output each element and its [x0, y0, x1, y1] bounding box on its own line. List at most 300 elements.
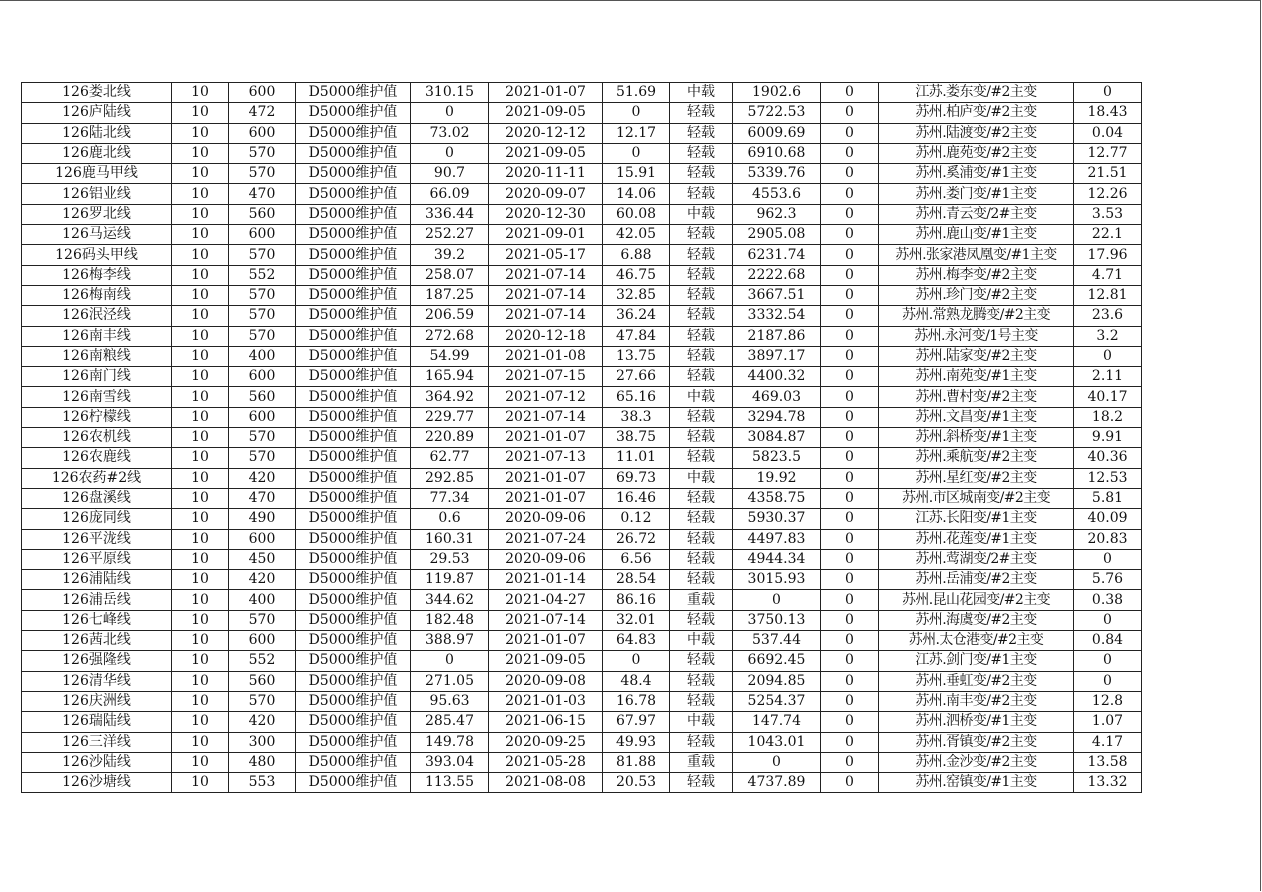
line-name-cell[interactable]: 126南雪线	[22, 387, 172, 407]
current-value-cell[interactable]: 336.44	[411, 204, 489, 224]
rated-current-cell[interactable]: 490	[229, 509, 296, 529]
line-name-cell[interactable]: 126茜北线	[22, 631, 172, 651]
load-rate-cell[interactable]: 38.3	[603, 407, 670, 427]
voltage-cell[interactable]: 10	[172, 184, 229, 204]
load-rate-cell[interactable]: 11.01	[603, 448, 670, 468]
transformer-cell[interactable]: 苏州.南苑变/#1主变	[879, 367, 1074, 387]
voltage-cell[interactable]: 10	[172, 488, 229, 508]
date-cell[interactable]: 2021-05-17	[489, 245, 603, 265]
source-cell[interactable]: D5000维护值	[296, 549, 411, 569]
date-cell[interactable]: 2021-07-24	[489, 529, 603, 549]
margin-cell[interactable]: 3750.13	[733, 610, 821, 630]
line-name-cell[interactable]: 126马运线	[22, 225, 172, 245]
load-status-cell[interactable]: 中载	[670, 631, 733, 651]
transformer-cell[interactable]: 苏州.昆山花园变/#2主变	[879, 590, 1074, 610]
line-name-cell[interactable]: 126农机线	[22, 428, 172, 448]
zero-cell[interactable]: 0	[821, 428, 879, 448]
current-value-cell[interactable]: 258.07	[411, 265, 489, 285]
margin-cell[interactable]: 962.3	[733, 204, 821, 224]
transformer-cell[interactable]: 苏州.星红变/#2主变	[879, 468, 1074, 488]
transformer-cell[interactable]: 江苏.长阳变/#1主变	[879, 509, 1074, 529]
voltage-cell[interactable]: 10	[172, 773, 229, 793]
load-status-cell[interactable]: 轻载	[670, 671, 733, 691]
ratio-cell[interactable]: 5.81	[1074, 488, 1142, 508]
voltage-cell[interactable]: 10	[172, 204, 229, 224]
date-cell[interactable]: 2020-11-11	[489, 164, 603, 184]
current-value-cell[interactable]: 62.77	[411, 448, 489, 468]
line-name-cell[interactable]: 126罗北线	[22, 204, 172, 224]
transformer-cell[interactable]: 苏州.梅李变/#2主变	[879, 265, 1074, 285]
ratio-cell[interactable]: 40.36	[1074, 448, 1142, 468]
rated-current-cell[interactable]: 420	[229, 468, 296, 488]
transformer-cell[interactable]: 苏州.海虞变/#2主变	[879, 610, 1074, 630]
ratio-cell[interactable]: 20.83	[1074, 529, 1142, 549]
ratio-cell[interactable]: 40.17	[1074, 387, 1142, 407]
voltage-cell[interactable]: 10	[172, 103, 229, 123]
zero-cell[interactable]: 0	[821, 631, 879, 651]
ratio-cell[interactable]: 3.53	[1074, 204, 1142, 224]
load-status-cell[interactable]: 轻载	[670, 306, 733, 326]
load-status-cell[interactable]: 轻载	[670, 245, 733, 265]
date-cell[interactable]: 2021-07-14	[489, 610, 603, 630]
margin-cell[interactable]: 5722.53	[733, 103, 821, 123]
margin-cell[interactable]: 6692.45	[733, 651, 821, 671]
source-cell[interactable]: D5000维护值	[296, 509, 411, 529]
voltage-cell[interactable]: 10	[172, 346, 229, 366]
zero-cell[interactable]: 0	[821, 346, 879, 366]
line-name-cell[interactable]: 126柠檬线	[22, 407, 172, 427]
date-cell[interactable]: 2021-01-03	[489, 691, 603, 711]
current-value-cell[interactable]: 272.68	[411, 326, 489, 346]
margin-cell[interactable]: 4358.75	[733, 488, 821, 508]
current-value-cell[interactable]: 0	[411, 651, 489, 671]
rated-current-cell[interactable]: 570	[229, 285, 296, 305]
ratio-cell[interactable]: 13.32	[1074, 773, 1142, 793]
load-rate-cell[interactable]: 51.69	[603, 83, 670, 103]
rated-current-cell[interactable]: 470	[229, 184, 296, 204]
load-rate-cell[interactable]: 26.72	[603, 529, 670, 549]
ratio-cell[interactable]: 0	[1074, 549, 1142, 569]
load-status-cell[interactable]: 轻载	[670, 691, 733, 711]
load-status-cell[interactable]: 轻载	[670, 346, 733, 366]
source-cell[interactable]: D5000维护值	[296, 387, 411, 407]
line-name-cell[interactable]: 126泯泾线	[22, 306, 172, 326]
zero-cell[interactable]: 0	[821, 691, 879, 711]
current-value-cell[interactable]: 95.63	[411, 691, 489, 711]
rated-current-cell[interactable]: 560	[229, 387, 296, 407]
rated-current-cell[interactable]: 472	[229, 103, 296, 123]
load-status-cell[interactable]: 轻载	[670, 651, 733, 671]
margin-cell[interactable]: 3294.78	[733, 407, 821, 427]
load-status-cell[interactable]: 轻载	[670, 488, 733, 508]
voltage-cell[interactable]: 10	[172, 448, 229, 468]
transformer-cell[interactable]: 江苏.娄东变/#2主变	[879, 83, 1074, 103]
ratio-cell[interactable]: 12.77	[1074, 143, 1142, 163]
load-status-cell[interactable]: 重载	[670, 752, 733, 772]
rated-current-cell[interactable]: 600	[229, 367, 296, 387]
margin-cell[interactable]: 4737.89	[733, 773, 821, 793]
voltage-cell[interactable]: 10	[172, 225, 229, 245]
voltage-cell[interactable]: 10	[172, 367, 229, 387]
margin-cell[interactable]: 3667.51	[733, 285, 821, 305]
current-value-cell[interactable]: 393.04	[411, 752, 489, 772]
ratio-cell[interactable]: 0	[1074, 651, 1142, 671]
current-value-cell[interactable]: 229.77	[411, 407, 489, 427]
transformer-cell[interactable]: 苏州.鹿山变/#1主变	[879, 225, 1074, 245]
line-name-cell[interactable]: 126瑞陆线	[22, 712, 172, 732]
voltage-cell[interactable]: 10	[172, 306, 229, 326]
source-cell[interactable]: D5000维护值	[296, 367, 411, 387]
load-rate-cell[interactable]: 20.53	[603, 773, 670, 793]
zero-cell[interactable]: 0	[821, 143, 879, 163]
ratio-cell[interactable]: 0.04	[1074, 123, 1142, 143]
zero-cell[interactable]: 0	[821, 610, 879, 630]
source-cell[interactable]: D5000维护值	[296, 610, 411, 630]
date-cell[interactable]: 2020-12-12	[489, 123, 603, 143]
zero-cell[interactable]: 0	[821, 326, 879, 346]
current-value-cell[interactable]: 344.62	[411, 590, 489, 610]
load-rate-cell[interactable]: 14.06	[603, 184, 670, 204]
current-value-cell[interactable]: 310.15	[411, 83, 489, 103]
line-name-cell[interactable]: 126梅南线	[22, 285, 172, 305]
zero-cell[interactable]: 0	[821, 712, 879, 732]
margin-cell[interactable]: 6231.74	[733, 245, 821, 265]
ratio-cell[interactable]: 12.8	[1074, 691, 1142, 711]
load-status-cell[interactable]: 轻载	[670, 732, 733, 752]
rated-current-cell[interactable]: 570	[229, 691, 296, 711]
voltage-cell[interactable]: 10	[172, 671, 229, 691]
zero-cell[interactable]: 0	[821, 285, 879, 305]
zero-cell[interactable]: 0	[821, 651, 879, 671]
source-cell[interactable]: D5000维护值	[296, 732, 411, 752]
source-cell[interactable]: D5000维护值	[296, 326, 411, 346]
rated-current-cell[interactable]: 560	[229, 204, 296, 224]
source-cell[interactable]: D5000维护值	[296, 123, 411, 143]
source-cell[interactable]: D5000维护值	[296, 143, 411, 163]
transformer-cell[interactable]: 苏州.乘航变/#2主变	[879, 448, 1074, 468]
date-cell[interactable]: 2021-07-14	[489, 306, 603, 326]
margin-cell[interactable]: 4400.32	[733, 367, 821, 387]
zero-cell[interactable]: 0	[821, 448, 879, 468]
margin-cell[interactable]: 537.44	[733, 631, 821, 651]
zero-cell[interactable]: 0	[821, 83, 879, 103]
source-cell[interactable]: D5000维护值	[296, 306, 411, 326]
zero-cell[interactable]: 0	[821, 367, 879, 387]
load-status-cell[interactable]: 轻载	[670, 184, 733, 204]
transformer-cell[interactable]: 苏州.陆渡变/#2主变	[879, 123, 1074, 143]
load-rate-cell[interactable]: 67.97	[603, 712, 670, 732]
voltage-cell[interactable]: 10	[172, 752, 229, 772]
margin-cell[interactable]: 3015.93	[733, 570, 821, 590]
load-status-cell[interactable]: 轻载	[670, 428, 733, 448]
ratio-cell[interactable]: 12.26	[1074, 184, 1142, 204]
line-name-cell[interactable]: 126沙塘线	[22, 773, 172, 793]
load-status-cell[interactable]: 轻载	[670, 265, 733, 285]
transformer-cell[interactable]: 苏州.永河变/1号主变	[879, 326, 1074, 346]
source-cell[interactable]: D5000维护值	[296, 164, 411, 184]
voltage-cell[interactable]: 10	[172, 468, 229, 488]
current-value-cell[interactable]: 29.53	[411, 549, 489, 569]
margin-cell[interactable]: 5930.37	[733, 509, 821, 529]
load-status-cell[interactable]: 轻载	[670, 448, 733, 468]
source-cell[interactable]: D5000维护值	[296, 752, 411, 772]
date-cell[interactable]: 2021-01-07	[489, 488, 603, 508]
voltage-cell[interactable]: 10	[172, 326, 229, 346]
load-rate-cell[interactable]: 65.16	[603, 387, 670, 407]
load-status-cell[interactable]: 轻载	[670, 225, 733, 245]
margin-cell[interactable]: 469.03	[733, 387, 821, 407]
source-cell[interactable]: D5000维护值	[296, 184, 411, 204]
transformer-cell[interactable]: 苏州.柏庐变/#2主变	[879, 103, 1074, 123]
zero-cell[interactable]: 0	[821, 164, 879, 184]
voltage-cell[interactable]: 10	[172, 712, 229, 732]
transformer-cell[interactable]: 苏州.文昌变/#1主变	[879, 407, 1074, 427]
ratio-cell[interactable]: 21.51	[1074, 164, 1142, 184]
margin-cell[interactable]: 5339.76	[733, 164, 821, 184]
rated-current-cell[interactable]: 420	[229, 712, 296, 732]
date-cell[interactable]: 2021-04-27	[489, 590, 603, 610]
line-name-cell[interactable]: 126铝业线	[22, 184, 172, 204]
zero-cell[interactable]: 0	[821, 123, 879, 143]
date-cell[interactable]: 2021-05-28	[489, 752, 603, 772]
margin-cell[interactable]: 2222.68	[733, 265, 821, 285]
line-name-cell[interactable]: 126盘溪线	[22, 488, 172, 508]
current-value-cell[interactable]: 90.7	[411, 164, 489, 184]
ratio-cell[interactable]: 17.96	[1074, 245, 1142, 265]
transformer-cell[interactable]: 苏州.陆家变/#2主变	[879, 346, 1074, 366]
load-status-cell[interactable]: 轻载	[670, 164, 733, 184]
margin-cell[interactable]: 6009.69	[733, 123, 821, 143]
zero-cell[interactable]: 0	[821, 509, 879, 529]
rated-current-cell[interactable]: 553	[229, 773, 296, 793]
margin-cell[interactable]: 6910.68	[733, 143, 821, 163]
load-status-cell[interactable]: 轻载	[670, 123, 733, 143]
load-rate-cell[interactable]: 60.08	[603, 204, 670, 224]
source-cell[interactable]: D5000维护值	[296, 245, 411, 265]
line-name-cell[interactable]: 126农鹿线	[22, 448, 172, 468]
transformer-cell[interactable]: 苏州.曹村变/#2主变	[879, 387, 1074, 407]
line-name-cell[interactable]: 126浦陆线	[22, 570, 172, 590]
transformer-cell[interactable]: 苏州.珍门变/#2主变	[879, 285, 1074, 305]
voltage-cell[interactable]: 10	[172, 164, 229, 184]
load-status-cell[interactable]: 中载	[670, 83, 733, 103]
load-rate-cell[interactable]: 69.73	[603, 468, 670, 488]
transformer-cell[interactable]: 苏州.常熟龙腾变/#2主变	[879, 306, 1074, 326]
load-rate-cell[interactable]: 16.78	[603, 691, 670, 711]
transformer-cell[interactable]: 苏州.南丰变/#2主变	[879, 691, 1074, 711]
source-cell[interactable]: D5000维护值	[296, 488, 411, 508]
load-rate-cell[interactable]: 49.93	[603, 732, 670, 752]
line-name-cell[interactable]: 126平原线	[22, 549, 172, 569]
ratio-cell[interactable]: 13.58	[1074, 752, 1142, 772]
source-cell[interactable]: D5000维护值	[296, 225, 411, 245]
line-name-cell[interactable]: 126码头甲线	[22, 245, 172, 265]
source-cell[interactable]: D5000维护值	[296, 468, 411, 488]
load-rate-cell[interactable]: 42.05	[603, 225, 670, 245]
source-cell[interactable]: D5000维护值	[296, 691, 411, 711]
ratio-cell[interactable]: 12.53	[1074, 468, 1142, 488]
rated-current-cell[interactable]: 420	[229, 570, 296, 590]
load-rate-cell[interactable]: 12.17	[603, 123, 670, 143]
load-rate-cell[interactable]: 6.88	[603, 245, 670, 265]
line-name-cell[interactable]: 126三洋线	[22, 732, 172, 752]
load-rate-cell[interactable]: 81.88	[603, 752, 670, 772]
current-value-cell[interactable]: 113.55	[411, 773, 489, 793]
rated-current-cell[interactable]: 570	[229, 610, 296, 630]
transformer-cell[interactable]: 苏州.市区城南变/#2主变	[879, 488, 1074, 508]
margin-cell[interactable]: 2094.85	[733, 671, 821, 691]
line-name-cell[interactable]: 126沙陆线	[22, 752, 172, 772]
load-rate-cell[interactable]: 27.66	[603, 367, 670, 387]
rated-current-cell[interactable]: 570	[229, 164, 296, 184]
voltage-cell[interactable]: 10	[172, 265, 229, 285]
ratio-cell[interactable]: 2.11	[1074, 367, 1142, 387]
ratio-cell[interactable]: 5.76	[1074, 570, 1142, 590]
load-status-cell[interactable]: 中载	[670, 468, 733, 488]
date-cell[interactable]: 2021-07-14	[489, 407, 603, 427]
load-status-cell[interactable]: 重载	[670, 590, 733, 610]
rated-current-cell[interactable]: 600	[229, 407, 296, 427]
line-name-cell[interactable]: 126南粮线	[22, 346, 172, 366]
source-cell[interactable]: D5000维护值	[296, 428, 411, 448]
transformer-cell[interactable]: 苏州.泗桥变/#1主变	[879, 712, 1074, 732]
transformer-cell[interactable]: 苏州.岳浦变/#2主变	[879, 570, 1074, 590]
date-cell[interactable]: 2020-09-07	[489, 184, 603, 204]
zero-cell[interactable]: 0	[821, 204, 879, 224]
rated-current-cell[interactable]: 552	[229, 651, 296, 671]
load-rate-cell[interactable]: 46.75	[603, 265, 670, 285]
ratio-cell[interactable]: 22.1	[1074, 225, 1142, 245]
line-name-cell[interactable]: 126娄北线	[22, 83, 172, 103]
line-name-cell[interactable]: 126南丰线	[22, 326, 172, 346]
current-value-cell[interactable]: 292.85	[411, 468, 489, 488]
rated-current-cell[interactable]: 552	[229, 265, 296, 285]
transformer-cell[interactable]: 苏州.鹿苑变/#2主变	[879, 143, 1074, 163]
date-cell[interactable]: 2021-07-14	[489, 265, 603, 285]
ratio-cell[interactable]: 0	[1074, 671, 1142, 691]
load-rate-cell[interactable]: 16.46	[603, 488, 670, 508]
transformer-cell[interactable]: 苏州.奚浦变/#1主变	[879, 164, 1074, 184]
zero-cell[interactable]: 0	[821, 529, 879, 549]
line-name-cell[interactable]: 126鹿马甲线	[22, 164, 172, 184]
ratio-cell[interactable]: 40.09	[1074, 509, 1142, 529]
zero-cell[interactable]: 0	[821, 732, 879, 752]
ratio-cell[interactable]: 3.2	[1074, 326, 1142, 346]
margin-cell[interactable]: 3084.87	[733, 428, 821, 448]
current-value-cell[interactable]: 271.05	[411, 671, 489, 691]
zero-cell[interactable]: 0	[821, 245, 879, 265]
date-cell[interactable]: 2020-12-30	[489, 204, 603, 224]
load-rate-cell[interactable]: 48.4	[603, 671, 670, 691]
transformer-cell[interactable]: 苏州.青云变/2#主变	[879, 204, 1074, 224]
current-value-cell[interactable]: 0	[411, 103, 489, 123]
ratio-cell[interactable]: 0	[1074, 83, 1142, 103]
rated-current-cell[interactable]: 300	[229, 732, 296, 752]
line-name-cell[interactable]: 126庆洲线	[22, 691, 172, 711]
zero-cell[interactable]: 0	[821, 752, 879, 772]
ratio-cell[interactable]: 9.91	[1074, 428, 1142, 448]
voltage-cell[interactable]: 10	[172, 549, 229, 569]
margin-cell[interactable]: 1902.6	[733, 83, 821, 103]
voltage-cell[interactable]: 10	[172, 509, 229, 529]
ratio-cell[interactable]: 12.81	[1074, 285, 1142, 305]
date-cell[interactable]: 2020-09-06	[489, 549, 603, 569]
zero-cell[interactable]: 0	[821, 773, 879, 793]
voltage-cell[interactable]: 10	[172, 529, 229, 549]
load-status-cell[interactable]: 轻载	[670, 509, 733, 529]
load-rate-cell[interactable]: 13.75	[603, 346, 670, 366]
source-cell[interactable]: D5000维护值	[296, 773, 411, 793]
source-cell[interactable]: D5000维护值	[296, 712, 411, 732]
ratio-cell[interactable]: 0	[1074, 346, 1142, 366]
load-rate-cell[interactable]: 86.16	[603, 590, 670, 610]
date-cell[interactable]: 2021-08-08	[489, 773, 603, 793]
load-status-cell[interactable]: 轻载	[670, 529, 733, 549]
load-status-cell[interactable]: 中载	[670, 712, 733, 732]
voltage-cell[interactable]: 10	[172, 387, 229, 407]
line-name-cell[interactable]: 126南门线	[22, 367, 172, 387]
date-cell[interactable]: 2020-12-18	[489, 326, 603, 346]
rated-current-cell[interactable]: 600	[229, 123, 296, 143]
date-cell[interactable]: 2021-01-07	[489, 468, 603, 488]
source-cell[interactable]: D5000维护值	[296, 83, 411, 103]
load-status-cell[interactable]: 轻载	[670, 103, 733, 123]
source-cell[interactable]: D5000维护值	[296, 265, 411, 285]
rated-current-cell[interactable]: 600	[229, 529, 296, 549]
source-cell[interactable]: D5000维护值	[296, 103, 411, 123]
current-value-cell[interactable]: 252.27	[411, 225, 489, 245]
load-rate-cell[interactable]: 0.12	[603, 509, 670, 529]
load-status-cell[interactable]: 轻载	[670, 549, 733, 569]
voltage-cell[interactable]: 10	[172, 285, 229, 305]
voltage-cell[interactable]: 10	[172, 570, 229, 590]
current-value-cell[interactable]: 39.2	[411, 245, 489, 265]
line-name-cell[interactable]: 126浦岳线	[22, 590, 172, 610]
rated-current-cell[interactable]: 560	[229, 671, 296, 691]
zero-cell[interactable]: 0	[821, 306, 879, 326]
zero-cell[interactable]: 0	[821, 265, 879, 285]
margin-cell[interactable]: 147.74	[733, 712, 821, 732]
rated-current-cell[interactable]: 570	[229, 143, 296, 163]
rated-current-cell[interactable]: 470	[229, 488, 296, 508]
date-cell[interactable]: 2021-01-08	[489, 346, 603, 366]
voltage-cell[interactable]: 10	[172, 631, 229, 651]
margin-cell[interactable]: 0	[733, 752, 821, 772]
rated-current-cell[interactable]: 450	[229, 549, 296, 569]
load-rate-cell[interactable]: 47.84	[603, 326, 670, 346]
current-value-cell[interactable]: 149.78	[411, 732, 489, 752]
load-status-cell[interactable]: 轻载	[670, 143, 733, 163]
source-cell[interactable]: D5000维护值	[296, 204, 411, 224]
voltage-cell[interactable]: 10	[172, 651, 229, 671]
date-cell[interactable]: 2021-09-05	[489, 651, 603, 671]
current-value-cell[interactable]: 220.89	[411, 428, 489, 448]
zero-cell[interactable]: 0	[821, 387, 879, 407]
voltage-cell[interactable]: 10	[172, 83, 229, 103]
margin-cell[interactable]: 19.92	[733, 468, 821, 488]
rated-current-cell[interactable]: 570	[229, 245, 296, 265]
date-cell[interactable]: 2020-09-06	[489, 509, 603, 529]
line-name-cell[interactable]: 126鹿北线	[22, 143, 172, 163]
margin-cell[interactable]: 2905.08	[733, 225, 821, 245]
date-cell[interactable]: 2021-07-12	[489, 387, 603, 407]
transformer-cell[interactable]: 苏州.窑镇变/#1主变	[879, 773, 1074, 793]
source-cell[interactable]: D5000维护值	[296, 529, 411, 549]
load-rate-cell[interactable]: 6.56	[603, 549, 670, 569]
current-value-cell[interactable]: 187.25	[411, 285, 489, 305]
transformer-cell[interactable]: 江苏.剑门变/#1主变	[879, 651, 1074, 671]
date-cell[interactable]: 2020-09-08	[489, 671, 603, 691]
